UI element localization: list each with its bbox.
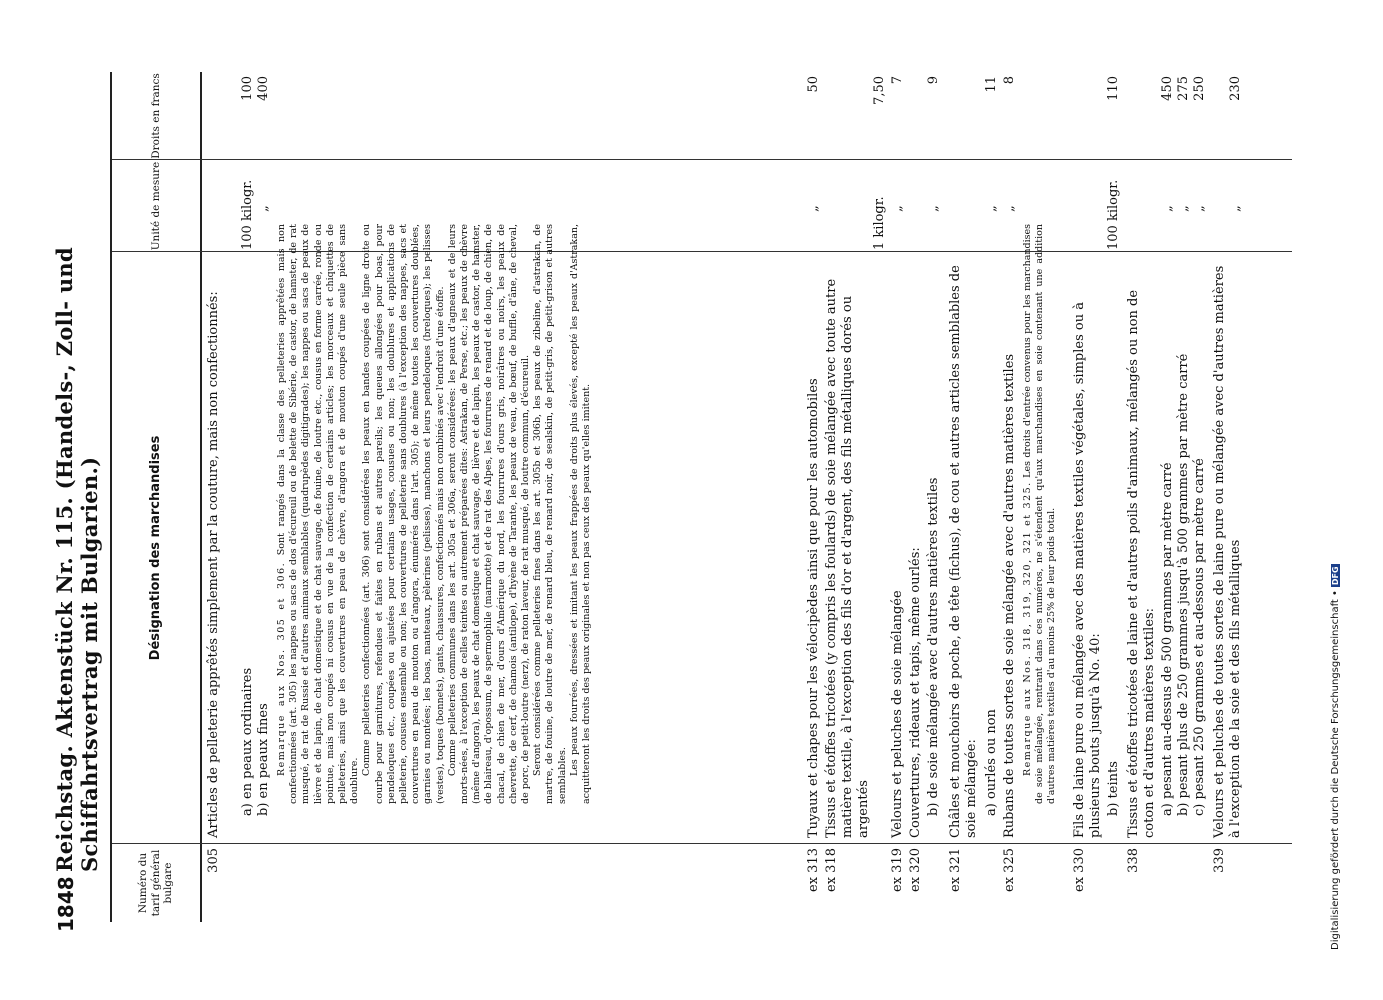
sub-entry-label: b) en peaux fines [256, 703, 271, 816]
col-header-duty: Droits en francs [149, 73, 162, 159]
table-header [112, 72, 202, 922]
sub-entry-label: b) de soie mélangée avec d'autres matières textiles [926, 477, 941, 816]
tariff-number: 338 [1126, 848, 1141, 873]
remark-block [276, 224, 593, 838]
unit: „ [1228, 205, 1243, 212]
entry-description: Tissus et étoffes tricotées de laine et d'autres poils d'animaux, mélangés ou non de coton et d'autres matières textiles: [1126, 289, 1157, 838]
unit: „ [926, 205, 941, 212]
entry-description: Couvertures, rideaux et tapis, même ourlés: [908, 547, 923, 838]
remark-text: Les droits d'entrée convenus pour les marchandises de soie mélangée, rentrant dans ces numéros, ne s'étendent qu'aux marchandises en soie contenant une addition d'autres matières textiles d'au moins 25% de leur poids total. [1022, 223, 1058, 804]
sub-entry-label: b) teints [1106, 761, 1121, 816]
dfg-logo: DFG [1331, 566, 1340, 586]
duty: 8 [1002, 76, 1017, 85]
remark-text: Seront considérées comme pelleteries fines dans les art. 305b et 306b, les peaux de zibeline, d'astrakan, de martre, de fouine, de loutre de mer, de renard bleu, de renard noir, de sealskin, de petit-gris, de petit-grison et autres semblables. [532, 224, 568, 804]
tariff-table [110, 72, 1292, 922]
unit: „ [1176, 205, 1191, 212]
unit: „ [806, 205, 821, 212]
remark-label: Remarque aux Nos. 305 et 306. [276, 561, 287, 776]
unit: „ [256, 205, 271, 212]
duty: 450 [1160, 76, 1175, 101]
col-header-designation: Désignation des marchandises [148, 435, 164, 661]
unit: „ [1192, 205, 1207, 212]
entry-title: Articles de pelleterie apprêtés simplement par la couture, mais non confectionnés: [206, 291, 221, 838]
duty: 100 [240, 76, 255, 101]
entry-description: Tissus et étoffes tricotées (y compris les foulards) de soie mélangée avec toute autre matière textile, à l'exception des fils d'or et d'argent, des fils métalliques dorés ou argentés [824, 278, 871, 838]
entry-description: Fils de laine pure ou mélangée avec des matières textiles végétales, simples ou à plusieurs bouts jusqu'à No. 40: [1072, 302, 1103, 838]
col-header-number: Numéro du tarif général bulgare [137, 849, 175, 917]
duty: 230 [1228, 76, 1243, 101]
running-head: Reichstag. Aktenstück Nr. 115. (Handels-, Zoll- und Schiffahrtsvertrag mit Bulgarien.) [52, 247, 102, 872]
entry-description: Rubans de toutes sortes de soie mélangée avec d'autres matières textiles [1002, 353, 1017, 838]
tariff-number: ex 330 [1072, 848, 1087, 892]
duty: 7,50 [872, 76, 887, 105]
unit: „ [1002, 205, 1017, 212]
entry-description: Châles et mouchoirs de poche, de tête (fichus), de cou et autres articles semblables de soie mélangée: [948, 265, 979, 838]
remark-text: Comme pelleteries communes dans les art. 305a et 306a, seront considérées: les peaux d'agneaux et de leurs morts-nées, à l'exception de celles teintes ou autrement préparées dites: Astrakan, de Perse, etc.; les peaux de chèvre (même d'angora), les peaux de chat domestique et chat sauvage, de lièvre et de lapin, les peaux de castor, de hamster, de blaireau, d'opossum, de spermophile (marmotte) et de rat des Alpes, les fourrures de renard et de loup, de chien, de chacal, de chien de mer, d'ours d'Amérique du nord, les fourrures d'ours gris, noirâtres ou noirs, les peaux de chevrette, de cerf, de chamois (antilope), d'hyène de Tarante, les peaux de veau, de bœuf, de buffle, d'âne, de cheval, de porc, de petit-loutre (nerz), de raton laveur, de rat musqué, de loutre commun, d'écureuil. [446, 224, 532, 804]
tariff-number: ex 321 [948, 848, 963, 892]
tariff-number: ex 319 [890, 848, 905, 892]
tariff-number: 305 [206, 848, 221, 873]
unit: „ [1160, 205, 1175, 212]
tariff-number: ex 325 [1002, 848, 1017, 892]
duty: 400 [256, 76, 271, 101]
unit: „ [890, 205, 905, 212]
tariff-number: 339 [1212, 848, 1227, 873]
duty: 9 [926, 76, 941, 85]
entry-description: Velours et peluches de toutes sortes de laine pure ou mélangée avec d'autres matières à l'exception de la soie et des fils métalliques [1212, 265, 1243, 838]
duty: 275 [1176, 76, 1191, 101]
remark-text: Comme pelleteries confectionnées (art. 306) sont considérées les peaux en bandes coupées de ligne droite ou courbe pour garnitures, refendues et faites en rubans et autres pareils; les queues allongées pour boas, pour pendeloques etc., coupées ou ajustées pour certains usages, cousues ou non; les doublures et applications de pelleterie, cousues ensemble ou non; les couvertures de pelleterie sans doublures (à l'exception des nappes, sacs et couvertures en peau de mouton ou d'angora, énumérés dans l'art. 305); de même toutes les couvertures doublées, garnies ou montées; les boas, manteaux, pèlerines (pelisses), manchons et leurs pendeloques (breloques); les pelisses (vestes), toques (bonnets), gants, chaussures, confectionnés mais non combinés avec l'endroit d'une étoffe. [361, 224, 446, 804]
sub-entry-label: a) pesant au-dessus de 500 grammes par mètre carré [1160, 462, 1175, 816]
entry-description: Velours et peluches de soie mélangée [890, 590, 905, 838]
remark-text: Les peaux fourrées, dressées et imitant les peaux frappées de droits plus élevés, excepté les peaux d'Astrakan, acquitteront les droits des peaux originales et non pas ceux des peaux qu'elles imitent. [568, 224, 593, 804]
col-header-unit: Unité de mesure [149, 161, 162, 251]
digitization-footer [1330, 50, 1346, 950]
sub-entry-label: a) en peaux ordinaires [240, 667, 255, 816]
unit: 1 kilogr. [872, 196, 887, 250]
duty: 50 [806, 76, 821, 93]
entry-description: Tuyaux et chapes pour les vélocipèdes ainsi que pour les automobiles [806, 378, 821, 838]
duty: 110 [1106, 76, 1121, 101]
remark-block [1022, 224, 1059, 838]
unit: 100 kilogr. [1106, 179, 1121, 250]
table-body [200, 72, 1292, 922]
duty: 11 [984, 76, 999, 93]
remark-label: Remarque aux Nos. 318, 319, 320, 321 et 325. [1022, 481, 1033, 776]
unit: 100 kilogr. [240, 179, 255, 250]
tariff-number: ex 320 [908, 848, 923, 892]
unit: „ [984, 205, 999, 212]
duty: 250 [1192, 76, 1207, 101]
tariff-number: ex 318 [824, 848, 839, 892]
remark-text: Sont rangés dans la classe des pelleteries apprêtées mais non confectionnées (art. 305) les nappes ou sacs de dos d'écureuil ou de belette de Sibérie, de castor, de hamster, de rat musqué, de rat de Russie et d'autres animaux semblables (quadrupèdes digitigrades); les nappes ou sacs de peaux de lièvre et de lapin, de chat domestique et de chat sauvage, de fouine, de loutre etc., cousus en forme carrée, ronde ou pointue, mais non coupés ni cousus en vue de la confection de certains articles; les morceaux et chiquettes de pelleteries, ainsi que les couvertures en peau de chèvre, d'angora et de mouton coupés d'une seule pièce sans doublure. [276, 224, 361, 804]
sub-entry-label: b) pesant plus de 250 grammes jusqu'à 500 grammes par mètre carré [1176, 353, 1191, 816]
sub-entry-label: a) ourlés ou non [984, 709, 999, 816]
footer-text: Digitalisierung gefördert durch die Deutsche Forschungsgemeinschaft • [1330, 590, 1341, 950]
tariff-number: ex 313 [806, 848, 821, 892]
sub-entry-label: c) pesant 250 grammes et au-dessous par mètre carré [1192, 458, 1207, 816]
duty: 7 [890, 76, 905, 85]
page-number: 1848 [54, 876, 78, 932]
page-header [52, 32, 102, 932]
